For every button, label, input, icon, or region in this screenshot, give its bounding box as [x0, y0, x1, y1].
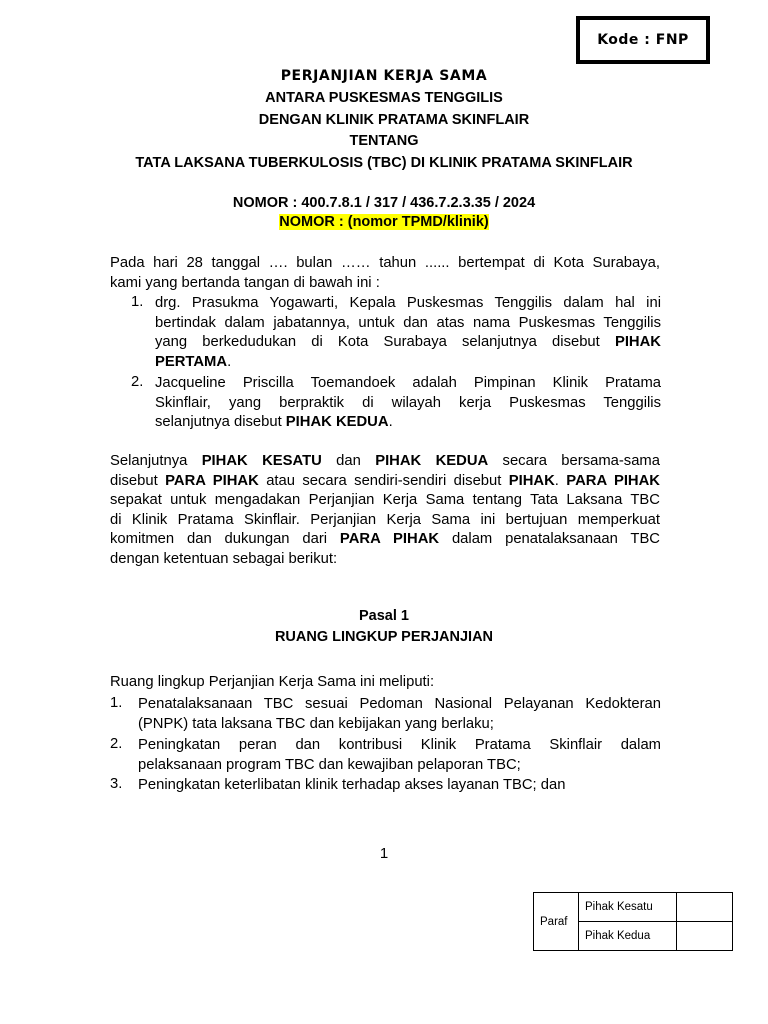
sel-line5	[110, 530, 660, 550]
paraf-pihak-kesatu: Pihak Kesatu	[579, 893, 677, 922]
selanjutnya-paragraph	[110, 452, 660, 570]
party-2-line2: Skinflair, yang berpraktik di wilayah kerja Puskesmas Tenggilis	[155, 394, 661, 411]
sel-c: dan	[321, 453, 376, 469]
scope-item-3	[138, 776, 661, 796]
nomor-placeholder-line	[0, 214, 768, 230]
intro-paragraph	[110, 254, 660, 293]
sel-i: PIHAK	[508, 472, 555, 489]
nomor-placeholder: NOMOR : (nomor TPMD/klinik)	[279, 214, 489, 230]
paraf-pihak-kesatu-sign	[677, 893, 733, 922]
sel-d: PIHAK KEDUA	[375, 453, 489, 469]
sel-n: komitmen dan dukungan dari	[110, 531, 340, 548]
sel-line6: dengan ketentuan sebagai berikut:	[110, 550, 338, 567]
party-2	[155, 374, 661, 433]
party-1-line4	[155, 353, 661, 373]
sel-k: PARA PIHAK	[566, 472, 660, 489]
pasal-title: Pasal 1	[359, 608, 409, 624]
scope-3-line1: Peningkatan keterlibatan klinik terhadap akses layanan TBC; dan	[138, 777, 566, 793]
paraf-pihak-kedua: Pihak Kedua	[579, 922, 677, 951]
sel-line2	[110, 472, 660, 492]
sel-b: PIHAK KESATU	[201, 453, 322, 469]
party-1-line2: bertindak dalam jabatannya, untuk dan atas nama Puskesmas Tenggilis	[155, 314, 661, 331]
party-1-role-b: PERTAMA	[155, 353, 228, 370]
party-1	[155, 294, 661, 372]
sel-g: PARA PIHAK	[165, 472, 259, 489]
nomor-line: NOMOR : 400.7.8.1 / 317 / 436.7.2.3.35 / 2024	[232, 195, 536, 211]
party-1-role-a: PIHAK	[614, 334, 661, 351]
party-2-line1: Jacqueline Priscilla Toemandoek adalah Pimpinan Klinik Pratama	[155, 375, 661, 391]
party-2-role: PIHAK KEDUA	[285, 414, 389, 431]
party-1-line3	[155, 333, 661, 353]
kode-label: Kode : FNP	[597, 32, 689, 48]
sel-a: Selanjutnya	[110, 453, 202, 469]
scope-2-line1: Peningkatan peran dan kontribusi Klinik Pratama Skinflair dalam	[138, 737, 661, 753]
sel-line3: sepakat untuk mengadakan Perjanjian Kerja Sama tentang Tata Laksana TBC	[110, 492, 660, 509]
paraf-label: Paraf	[534, 893, 579, 951]
sel-f: disebut	[110, 472, 166, 489]
party-1-period: .	[227, 353, 232, 370]
scope-1-line1: Penatalaksanaan TBC sesuai Pedoman Nasional Pelayanan Kedokteran	[138, 696, 661, 712]
party-2-line3-text: selanjutnya disebut	[155, 414, 286, 431]
scope-2-number: 2.	[110, 736, 123, 752]
paraf-table	[533, 892, 733, 951]
party-1-number: 1.	[131, 294, 144, 310]
ruang-intro: Ruang lingkup Perjanjian Kerja Sama ini meliputi:	[110, 674, 435, 690]
doc-title-line3: DENGAN KLINIK PRATAMA SKINFLAIR	[258, 112, 530, 128]
paraf-pihak-kedua-sign	[677, 922, 733, 951]
party-2-period: .	[388, 414, 393, 431]
sel-line4: di Klinik Pratama Skinflair. Perjanjian Kerja Sama ini bertujuan memperkuat	[110, 511, 660, 528]
sel-j: .	[554, 472, 567, 489]
intro-line1: Pada hari 28 tanggal …. bulan …… tahun ...... bertempat di Kota Surabaya,	[110, 255, 660, 271]
sel-e: secara bersama-sama	[488, 453, 660, 469]
scope-item-2	[138, 736, 661, 775]
scope-3-number: 3.	[110, 776, 123, 792]
doc-title-line2: ANTARA PUSKESMAS TENGGILIS	[265, 90, 503, 106]
sel-p: dalam penatalaksanaan TBC	[439, 531, 660, 548]
doc-title-line4: TENTANG	[349, 133, 419, 149]
scope-1-number: 1.	[110, 695, 123, 711]
doc-title: PERJANJIAN KERJA SAMA	[280, 68, 488, 84]
intro-line2: kami yang bertanda tangan di bawah ini :	[110, 274, 380, 291]
pasal-subtitle: RUANG LINGKUP PERJANJIAN	[274, 629, 494, 645]
scope-item-1	[138, 695, 661, 734]
party-1-line3-text: yang berkedudukan di Kota Surabaya selanjutnya disebut	[155, 334, 615, 351]
party-2-line3	[155, 413, 661, 433]
sel-line1	[110, 452, 660, 472]
party-1-line1: drg. Prasukma Yogawarti, Kepala Puskesmas Tenggilis dalam hal ini	[155, 295, 661, 311]
doc-title-line5: TATA LAKSANA TUBERKULOSIS (TBC) DI KLINIK PRATAMA SKINFLAIR	[135, 155, 633, 171]
sel-o: PARA PIHAK	[339, 531, 440, 548]
scope-1-line2: (PNPK) tata laksana TBC dan kebijakan yang berlaku;	[138, 715, 494, 732]
party-2-number: 2.	[131, 374, 144, 390]
scope-2-line2: pelaksanaan program TBC dan kewajiban pelaporan TBC;	[138, 756, 521, 773]
sel-h: atau secara sendiri-sendiri disebut	[258, 472, 509, 489]
page-number: 1	[379, 845, 389, 862]
kode-box	[576, 16, 710, 64]
